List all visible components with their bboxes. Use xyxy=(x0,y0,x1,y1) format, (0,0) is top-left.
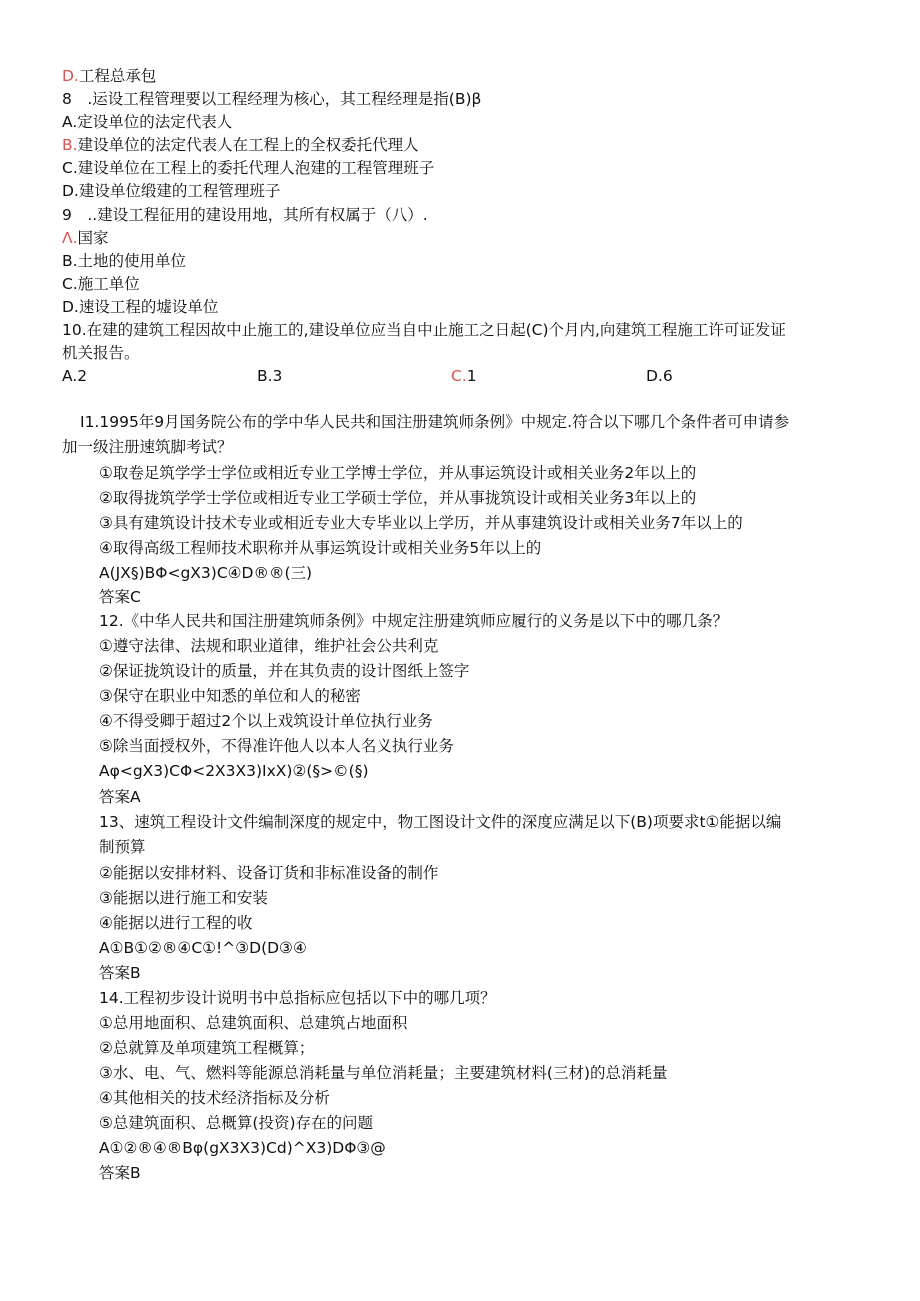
option-prefix: Λ. xyxy=(62,229,78,247)
condition-4: ④取得高级工程师技术职称并从事运筑设计或相关业务5年以上的 xyxy=(99,539,542,557)
option-d-line: D.速设工程的墟设单位 xyxy=(62,298,219,316)
duty-1: ①遵守法律、法规和职业道律，维护社会公共利克 xyxy=(99,637,439,655)
question-8: 8 .运设工程管理要以工程经理为核心，其工程经理是指(B)β xyxy=(62,90,482,108)
question-9: 9 ..建设工程征用的建设用地，其所有权属于（八）. xyxy=(62,206,428,224)
option-b-line xyxy=(62,134,419,156)
duty-3: ③保守在职业中知悉的单位和人的秘密 xyxy=(99,687,361,705)
option-d: D.6 xyxy=(646,367,673,385)
question-13: 13、速筑工程设计文件编制深度的规定中，物工图设计文件的深度应满足以下(B)项要求t①能据以编 xyxy=(99,813,782,831)
option-c xyxy=(451,365,477,387)
answer: 答案B xyxy=(99,1164,141,1182)
requirement-4: ④能据以进行工程的收 xyxy=(99,914,253,932)
option-a-line xyxy=(62,227,109,249)
requirement-2: ②能据以安排材料、设备订货和非标准设备的制作 xyxy=(99,864,439,882)
indicator-3: ③水、电、气、燃料等能源总消耗量与单位消耗量；主要建筑材料(三材)的总消耗量 xyxy=(99,1064,668,1082)
condition-2: ②取得拢筑学学士学位或相近专业工学硕士学位，并从事拢筑设计或相关业务3年以上的 xyxy=(99,489,697,507)
question-13-continued: 制预算 xyxy=(99,838,146,856)
option-text: 建设单位的法定代表人在工程上的全权委托代理人 xyxy=(77,136,419,154)
option-c-line: C.建设单位在工程上的委托代理人泡建的工程管理班子 xyxy=(62,159,435,177)
question-10: 10.在建的建筑工程因故中止施工的,建设单位应当自中止施工之日起(C)个月内,向建筑工程施工许可证发证 xyxy=(62,321,786,339)
question-11: I1.1995年9月国务院公布的学中华人民共和国注册建筑师条例》中规定.符合以下哪几个条件者可申请参 xyxy=(80,413,790,431)
duty-4: ④不得受卿于超过2个以上戏筑设计单位执行业务 xyxy=(99,712,433,730)
indicator-4: ④其他相关的技术经济指标及分析 xyxy=(99,1089,330,1107)
condition-3: ③具有建筑设计技术专业或相近专业大专毕业以上学历，并从事建筑设计或相关业务7年以上的 xyxy=(99,514,743,532)
option-d-line: D.建设单位缎建的工程管理班子 xyxy=(62,182,281,200)
option-a-line: A.定设单位的法定代表人 xyxy=(62,113,233,131)
indicator-2: ②总就算及单项建筑工程概算； xyxy=(99,1039,315,1057)
answer-choices: A①②®④®Bφ(gX3X3)Cd)^X3)DΦ③@ xyxy=(99,1139,386,1157)
answer-choices: Aφ<gX3)CΦ<2X3X3)IxX)②(§>©(§) xyxy=(99,762,369,780)
option-text: 1 xyxy=(466,367,477,385)
question-10-continued: 机关报告。 xyxy=(62,344,140,362)
option-prefix: B. xyxy=(62,136,78,154)
question-11-continued: 加一级注册速筑脚考试？ xyxy=(62,438,233,456)
option-c-line: C.施工单位 xyxy=(62,275,140,293)
option-prefix: D. xyxy=(62,67,79,85)
duty-5: ⑤除当面授权外，不得准许他人以本人名义执行业务 xyxy=(99,737,454,755)
question-12: 12.《中华人民共和国注册建筑师条例》中规定注册建筑师应履行的义务是以下中的哪几条？ xyxy=(99,612,729,630)
duty-2: ②保证拢筑设计的质量，并在其负责的设计图纸上签字 xyxy=(99,662,470,680)
answer-choices: A①B①②®④C①!^③D(D③④ xyxy=(99,939,307,957)
option-text: 工程总承包 xyxy=(78,67,157,85)
question-14: 14.工程初步设计说明书中总指标应包括以下中的哪几项？ xyxy=(99,989,496,1007)
option-a: A.2 xyxy=(62,367,88,385)
option-b-line: B.土地的使用单位 xyxy=(62,252,187,270)
indicator-1: ①总用地面积、总建筑面积、总建筑占地面积 xyxy=(99,1014,408,1032)
option-text: 国家 xyxy=(77,229,109,247)
option-d-line xyxy=(62,65,156,87)
indicator-5: ⑤总建筑面积、总概算(投资)存在的问题 xyxy=(99,1114,373,1132)
requirement-3: ③能据以进行施工和安装 xyxy=(99,889,268,907)
option-prefix: C. xyxy=(451,367,467,385)
answer: 答案A xyxy=(99,788,141,806)
answer: 答案C xyxy=(99,588,141,606)
answer: 答案B xyxy=(99,964,141,982)
condition-1: ①取卷足筑学学士学位或相近专业工学博士学位，并从事运筑设计或相关业务2年以上的 xyxy=(99,464,697,482)
answer-choices: A(JX§)BΦ<gX3)C④D®®(三) xyxy=(99,564,313,582)
option-b: B.3 xyxy=(257,367,283,385)
